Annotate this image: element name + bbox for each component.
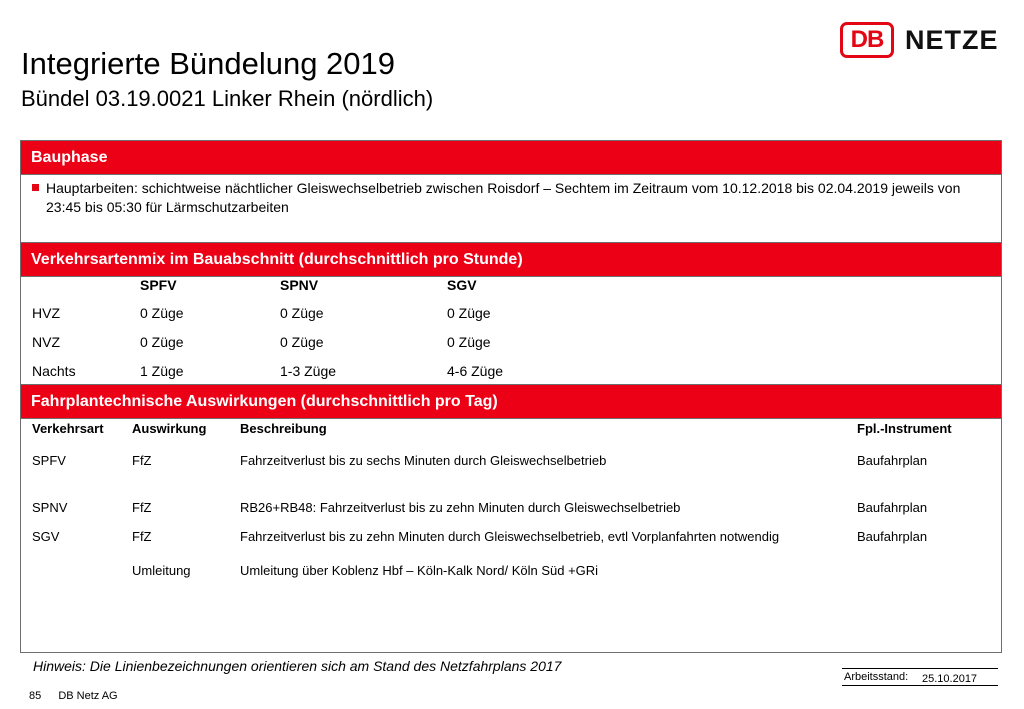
footer bbox=[29, 690, 118, 702]
page-title: Integrierte Bündelung 2019 bbox=[21, 46, 396, 81]
db-logo-mark: DB bbox=[840, 22, 894, 58]
bauphase-bullet bbox=[32, 179, 997, 217]
fpl-cell: Fahrzeitverlust bis zu zehn Minuten durch Gleiswechselbetrieb, evtl Vorplanfahrten notwendig bbox=[240, 529, 780, 544]
bullet-square-icon bbox=[32, 184, 39, 191]
fpl-cell: Baufahrplan bbox=[857, 453, 928, 468]
db-netze-logo bbox=[840, 20, 999, 60]
mix-col-spnv: SPNV bbox=[280, 277, 319, 293]
fpl-cell: Umleitung über Koblenz Hbf – Köln-Kalk Nord/ Köln Süd +GRi bbox=[240, 563, 599, 578]
mix-cell: 1-3 Züge bbox=[280, 363, 337, 379]
fpl-cell: Baufahrplan bbox=[857, 529, 928, 544]
verkehrsmix-heading: Verkehrsartenmix im Bauabschnitt (durchschnittlich pro Stunde) bbox=[21, 242, 1001, 277]
mix-cell: 4-6 Züge bbox=[447, 363, 504, 379]
fpl-cell: SGV bbox=[32, 529, 60, 544]
fpl-cell: Umleitung bbox=[132, 563, 191, 578]
bauphase-heading: Bauphase bbox=[21, 140, 1001, 175]
fpl-cell: FfZ bbox=[132, 529, 152, 544]
mix-row-label: Nachts bbox=[32, 363, 76, 379]
mix-col-spfv: SPFV bbox=[140, 277, 177, 293]
stand-date: 25.10.2017 bbox=[922, 673, 978, 685]
page-subtitle: Bündel 03.19.0021 Linker Rhein (nördlich) bbox=[21, 86, 434, 111]
content-frame bbox=[20, 140, 1002, 653]
fpl-cell: RB26+RB48: Fahrzeitverlust bis zu zehn Minuten durch Gleiswechselbetrieb bbox=[240, 500, 681, 515]
stand-rule-bottom bbox=[842, 685, 998, 686]
fpl-cell: FfZ bbox=[132, 500, 152, 515]
mix-row-label: HVZ bbox=[32, 305, 60, 321]
hint-note: Hinweis: Die Linienbezeichnungen orientieren sich am Stand des Netzfahrplans 2017 bbox=[33, 658, 562, 674]
mix-row-label: NVZ bbox=[32, 334, 60, 350]
mix-col-sgv: SGV bbox=[447, 277, 477, 293]
stand-rule-top bbox=[842, 668, 998, 669]
fpl-cell: Baufahrplan bbox=[857, 500, 928, 515]
company-name: DB Netz AG bbox=[58, 690, 118, 702]
mix-cell: 0 Züge bbox=[280, 305, 324, 321]
mix-cell: 0 Züge bbox=[140, 305, 184, 321]
arbeitsstand bbox=[842, 668, 998, 688]
fpl-cell: Fahrzeitverlust bis zu sechs Minuten durch Gleiswechselbetrieb bbox=[240, 453, 607, 468]
mix-cell: 1 Züge bbox=[140, 363, 184, 379]
mix-cell: 0 Züge bbox=[447, 305, 491, 321]
fpl-cell: SPNV bbox=[32, 500, 68, 515]
fpl-cell: FfZ bbox=[132, 453, 152, 468]
stand-label: Arbeitsstand: bbox=[844, 671, 909, 683]
mix-cell: 0 Züge bbox=[280, 334, 324, 350]
fpl-col-beschreibung: Beschreibung bbox=[240, 421, 327, 436]
mix-cell: 0 Züge bbox=[447, 334, 491, 350]
mix-cell: 0 Züge bbox=[140, 334, 184, 350]
fpl-cell: SPFV bbox=[32, 453, 66, 468]
fpl-col-instrument: Fpl.-Instrument bbox=[857, 421, 952, 436]
page-number: 85 bbox=[29, 690, 42, 702]
fpl-col-verkehrsart: Verkehrsart bbox=[32, 421, 104, 436]
fpl-col-auswirkung: Auswirkung bbox=[132, 421, 207, 436]
bauphase-bullet-text: Hauptarbeiten: schichtweise nächtlicher Gleiswechselbetrieb zwischen Roisdorf – Sechtem im Zeitraum vom 10.12.2018 bis 02.04.2019 jeweils von 23:45 bis 05:30 für Lärmschutzarbeiten bbox=[46, 180, 961, 215]
netze-logo-word: NETZE bbox=[905, 24, 999, 55]
auswirkungen-heading: Fahrplantechnische Auswirkungen (durchschnittlich pro Tag) bbox=[21, 384, 1001, 419]
